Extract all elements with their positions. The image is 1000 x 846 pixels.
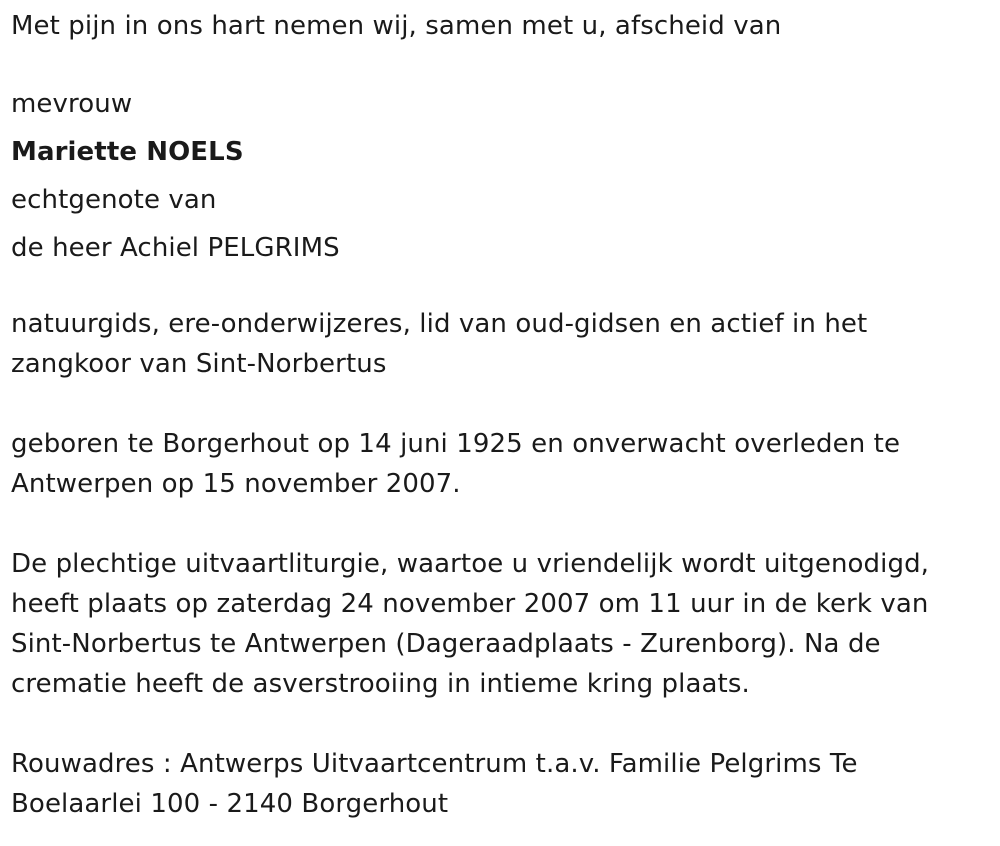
intro-text: Met pijn in ons hart nemen wij, samen met u, afscheid van: [11, 11, 782, 41]
relation-text: echtgenote van: [11, 185, 217, 215]
address-paragraph: [11, 744, 986, 824]
description-line: zangkoor van Sint-Norbertus: [11, 349, 387, 379]
deceased-name: Mariette NOELS: [11, 137, 244, 167]
funeral-line: crematie heeft de asverstrooiing in intieme kring plaats.: [11, 669, 750, 699]
salutation: mevrouw: [11, 89, 133, 119]
birth-death-paragraph: [11, 424, 986, 504]
funeral-paragraph: [11, 544, 986, 704]
birth-death-line: geboren te Borgerhout op 14 juni 1925 en onverwacht overleden te: [11, 429, 901, 459]
funeral-line: Sint-Norbertus te Antwerpen (Dageraadplaats - Zurenborg). Na de: [11, 629, 881, 659]
description-paragraph: [11, 304, 986, 384]
funeral-line: heeft plaats op zaterdag 24 november 2007 om 11 uur in de kerk van: [11, 589, 929, 619]
name-block: [11, 80, 986, 272]
obituary-document: [11, 6, 986, 824]
intro-paragraph: [11, 6, 986, 46]
address-line: Boelaarlei 100 - 2140 Borgerhout: [11, 789, 449, 819]
spouse-name: de heer Achiel PELGRIMS: [11, 233, 340, 263]
birth-death-line: Antwerpen op 15 november 2007.: [11, 469, 461, 499]
description-line: natuurgids, ere-onderwijzeres, lid van oud-gidsen en actief in het: [11, 309, 868, 339]
address-line: Rouwadres : Antwerps Uitvaartcentrum t.a.v. Familie Pelgrims Te: [11, 749, 858, 779]
funeral-line: De plechtige uitvaartliturgie, waartoe u vriendelijk wordt uitgenodigd,: [11, 549, 930, 579]
